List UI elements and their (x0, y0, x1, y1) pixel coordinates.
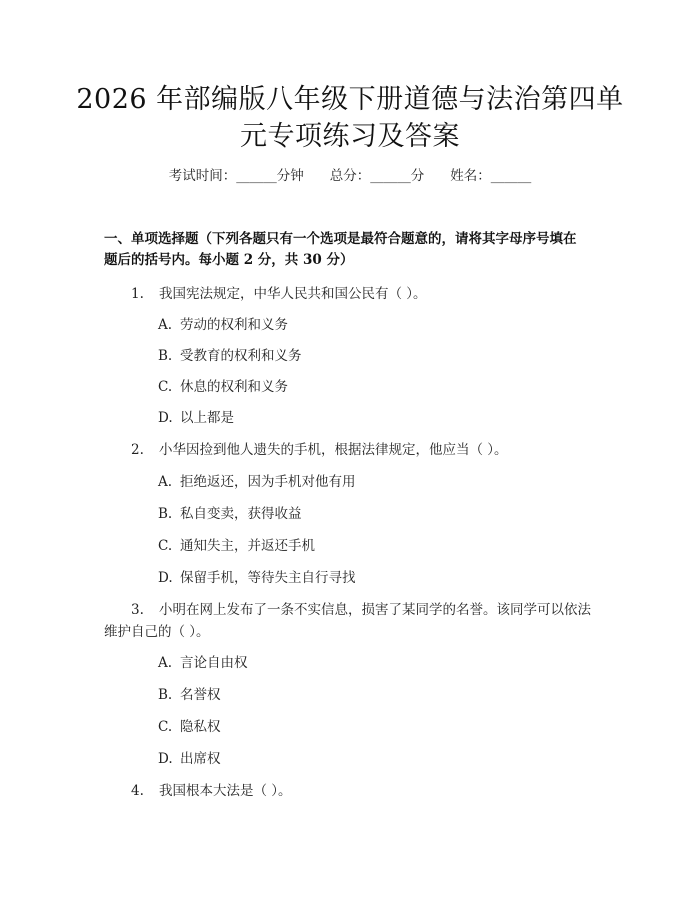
option-letter: B. (158, 506, 173, 522)
option-text: 言论自由权 (180, 655, 248, 671)
question-3-option-d (158, 749, 221, 769)
question-3-option-a (158, 653, 248, 673)
option-text: 拒绝返还，因为手机对他有用 (180, 474, 356, 490)
question-2-option-b (158, 504, 302, 524)
question-number: 2. (131, 442, 144, 458)
question-2-option-c (158, 536, 315, 556)
option-letter: C. (158, 379, 173, 395)
total-score-field: 总分：______分 (329, 168, 425, 184)
question-3 (131, 600, 591, 620)
option-letter: D. (158, 751, 173, 767)
option-letter: D. (158, 570, 173, 586)
option-letter: A. (158, 655, 173, 671)
option-letter: C. (158, 719, 173, 735)
option-text: 劳动的权利和义务 (180, 317, 288, 333)
question-number: 4. (131, 783, 144, 799)
option-letter: B. (158, 348, 173, 364)
question-3-option-b (158, 685, 221, 705)
option-text: 保留手机，等待失主自行寻找 (180, 570, 356, 586)
option-text: 隐私权 (180, 719, 221, 735)
option-text: 出席权 (180, 751, 221, 767)
option-letter: B. (158, 687, 173, 703)
question-1-option-d (158, 408, 234, 428)
option-letter: A. (158, 317, 173, 333)
question-text: 小华因捡到他人遗失的手机，根据法律规定，他应当（ ）。 (159, 442, 508, 458)
question-1-option-b (158, 346, 302, 366)
exam-time-field: 考试时间：______分钟 (168, 168, 304, 184)
question-3-continuation (104, 622, 210, 642)
section-heading-line-2: 题后的括号内。每小题 2 分，共 30 分） (104, 252, 354, 268)
document-title-line-1: 2026 年部编版八年级下册道德与法治第四单 (76, 84, 624, 115)
document-title-line-2: 元专项练习及答案 (240, 121, 460, 152)
question-number: 1. (131, 286, 144, 302)
option-text: 通知失主，并返还手机 (180, 538, 315, 554)
section-heading-line-1: 一、单项选择题（下列各题只有一个选项是最符合题意的，请将其字母序号填在 (104, 231, 577, 247)
question-4 (131, 781, 292, 801)
question-2 (131, 440, 508, 460)
option-letter: A. (158, 474, 173, 490)
option-text: 受教育的权利和义务 (180, 348, 302, 364)
question-text: 我国根本大法是（ ）。 (159, 783, 292, 799)
option-text: 名誉权 (180, 687, 221, 703)
question-number: 3. (131, 602, 144, 618)
option-text: 休息的权利和义务 (180, 379, 288, 395)
question-text-line-1: 小明在网上发布了一条不实信息，损害了某同学的名誉。该同学可以依法 (159, 602, 591, 618)
exam-info-row (0, 166, 700, 186)
question-3-option-c (158, 717, 221, 737)
question-2-option-a (158, 472, 356, 492)
option-letter: C. (158, 538, 173, 554)
student-name-field: 姓名：______ (450, 168, 532, 184)
option-text: 以上都是 (180, 410, 234, 426)
question-1-option-a (158, 315, 288, 335)
option-letter: D. (158, 410, 173, 426)
question-text-line-2: 维护自己的（ ）。 (104, 624, 210, 640)
question-1 (131, 284, 427, 304)
question-text: 我国宪法规定，中华人民共和国公民有（ ）。 (159, 286, 427, 302)
option-text: 私自变卖，获得收益 (180, 506, 302, 522)
question-1-option-c (158, 377, 288, 397)
question-2-option-d (158, 568, 356, 588)
